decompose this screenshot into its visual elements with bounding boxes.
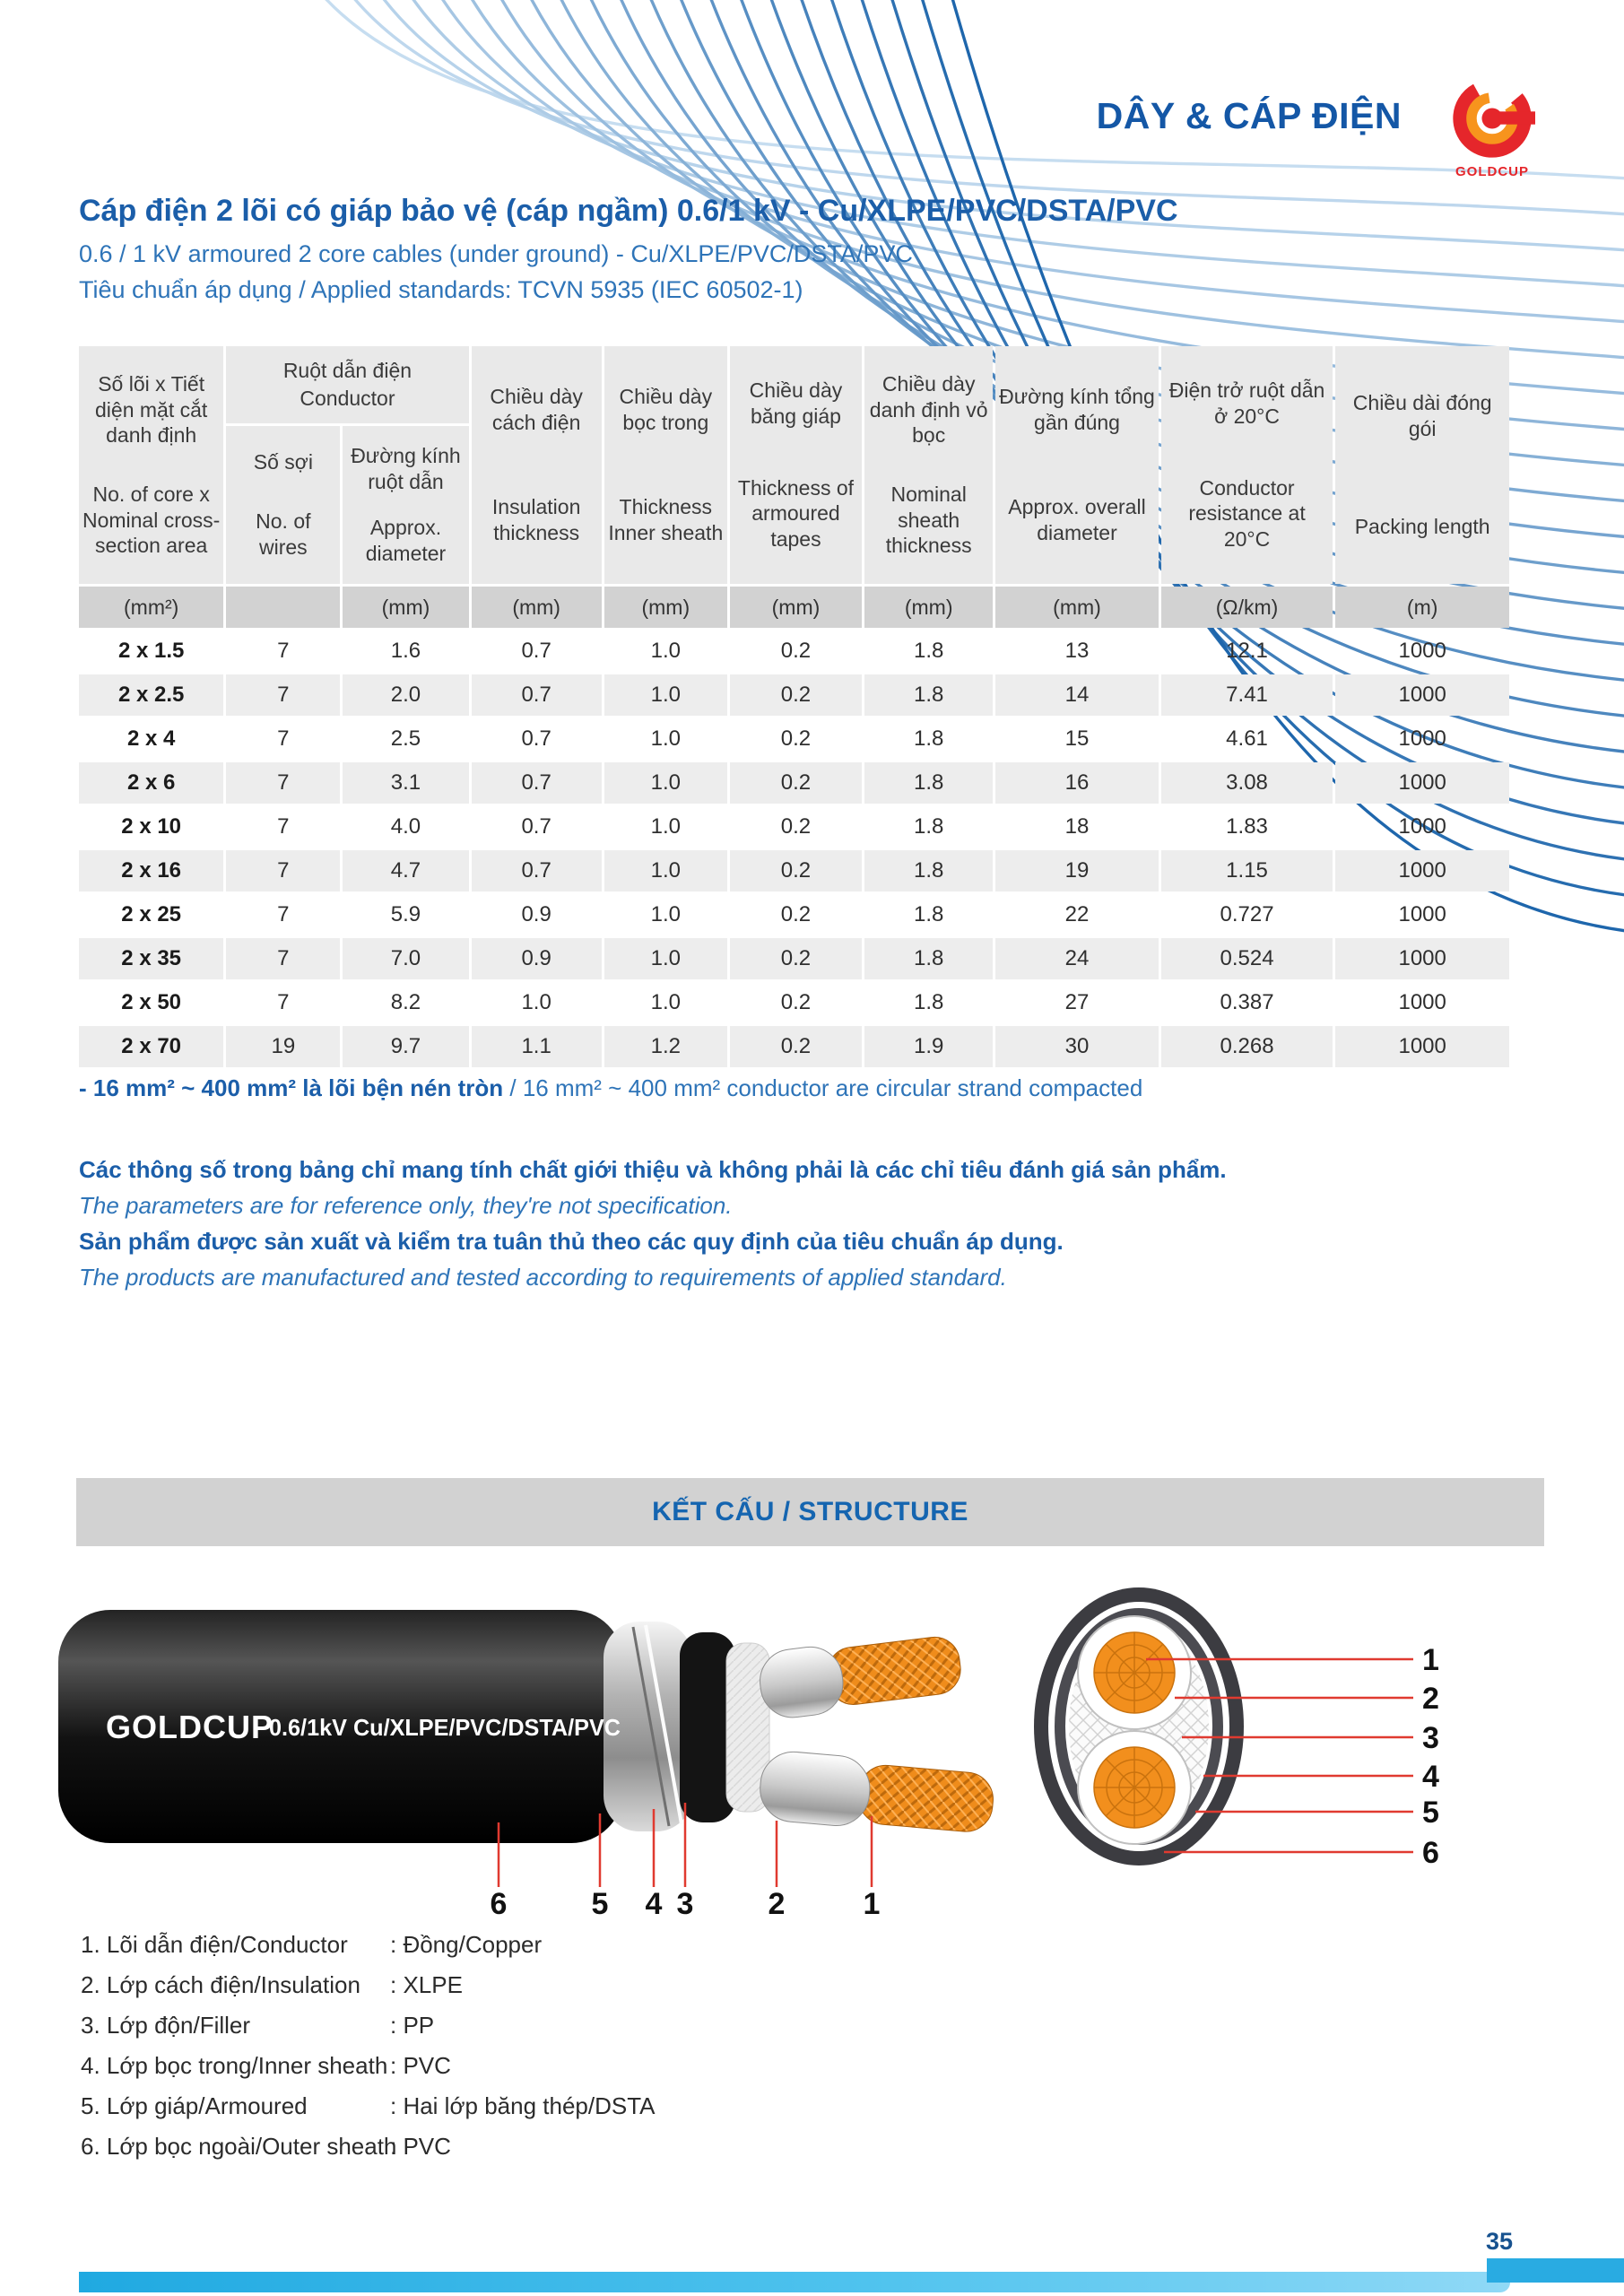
data-cell: 7	[226, 938, 340, 979]
data-cell: 1000	[1398, 990, 1446, 1014]
legend-value: : PVC	[390, 2133, 451, 2160]
data-cell: 19	[226, 1026, 340, 1067]
legend-value: : Hai lớp băng thép/DSTA	[390, 2092, 656, 2119]
data-cell: 1.8	[913, 990, 944, 1014]
legend-value: : PVC	[390, 2052, 451, 2079]
data-cell: 5.9	[390, 902, 421, 926]
group-header-en: Conductor	[300, 387, 395, 410]
footer-bar-right	[1487, 2258, 1624, 2283]
data-cell: 1.8	[913, 814, 944, 839]
table-row	[79, 894, 1509, 935]
disclaimer-vi-1: Các thông số trong bảng chỉ mang tính chất giới thiệu và không phải là các chỉ tiêu đánh giá sản phẩm.	[79, 1156, 1227, 1183]
data-cell: 1000	[1335, 850, 1509, 891]
data-cell: 0.2	[730, 762, 862, 804]
data-cell: 1000	[1398, 902, 1446, 926]
size-cell: 2 x 2.5	[79, 674, 223, 716]
data-cell: 0.2	[730, 1026, 862, 1067]
column-header	[1161, 346, 1333, 584]
data-cell: 0.7	[472, 762, 602, 804]
data-cell: 1.2	[604, 1026, 727, 1067]
data-cell: 1.0	[604, 850, 727, 891]
column-header	[730, 346, 862, 584]
data-cell: 1.8	[913, 902, 944, 926]
column-header	[226, 426, 340, 584]
data-cell: 0.2	[780, 902, 812, 926]
goldcup-logo-icon	[1449, 75, 1535, 161]
brand-name: GOLDCUP	[1455, 164, 1529, 179]
header-row-1	[79, 346, 1509, 423]
data-cell: 0.2	[780, 726, 812, 751]
column-header-en: Insulation thickness	[491, 495, 581, 544]
strand-note	[79, 1074, 1142, 1102]
legend-item	[81, 2126, 656, 2167]
data-cell: 3.1	[343, 762, 468, 804]
column-header-en: No. of core x Nominal cross-section area	[82, 482, 221, 558]
data-cell: 0.7	[472, 850, 602, 891]
legend-value: : XLPE	[390, 1971, 463, 1998]
layer-number-label: 6	[1422, 1836, 1439, 1870]
column-header-en: Nominal sheath thickness	[885, 482, 972, 558]
data-cell: 18	[1064, 814, 1090, 839]
cable-side-view-illustration	[52, 1598, 1065, 1921]
strand-note-rest: / 16 mm² ~ 400 mm² conductor are circular strand compacted	[503, 1074, 1143, 1101]
data-cell: 7	[277, 902, 290, 926]
data-cell: 0.2	[780, 639, 812, 663]
column-header-en: No. of wires	[256, 509, 311, 559]
structure-legend	[81, 1925, 656, 2167]
column-header	[995, 346, 1159, 584]
data-cell: 1.0	[650, 639, 681, 663]
disclaimer-vi-2: Sản phẩm được sản xuất và kiểm tra tuân thủ theo các quy định của tiêu chuẩn áp dụng.	[79, 1228, 1064, 1255]
legend-item	[81, 1925, 656, 1965]
layer-number-label: 3	[1422, 1721, 1439, 1755]
size-cell: 2 x 6	[79, 762, 223, 804]
data-cell: 0.9	[521, 902, 551, 926]
unit-cell: (mm²)	[79, 587, 223, 628]
legend-label: 1. Lõi dẫn điện/Conductor	[81, 1931, 348, 1958]
size-cell: 2 x 1.5	[117, 639, 185, 663]
data-cell: 0.2	[730, 850, 862, 891]
data-cell: 14	[995, 674, 1159, 716]
data-cell: 1.0	[650, 902, 681, 926]
column-header-en: Approx. overall diameter	[1008, 495, 1146, 544]
data-cell: 0.2	[730, 938, 862, 979]
legend-item	[81, 2005, 656, 2046]
unit-cell: (mm)	[343, 587, 468, 628]
conductor-group-header	[226, 346, 468, 423]
column-header	[604, 346, 727, 584]
data-cell: 1.15	[1161, 850, 1333, 891]
decorative-curve	[457, 0, 1624, 359]
layer-number-label: 1	[1422, 1643, 1439, 1677]
legend-value: : PP	[390, 2012, 435, 2039]
data-cell: 19	[995, 850, 1159, 891]
column-header-vi: Đường kính ruột dẫn	[351, 444, 461, 493]
data-cell: 0.7	[472, 674, 602, 716]
top-core	[756, 1629, 964, 1721]
product-title: Cáp điện 2 lõi có giáp bảo vệ (cáp ngầm) 0.6/1 kV - Cu/XLPE/PVC/DSTA/PVC	[79, 194, 1178, 228]
page-number: 35	[1485, 2228, 1514, 2255]
legend-label: 4. Lớp bọc trong/Inner sheath	[81, 2052, 388, 2079]
cable-cross-section-illustration	[1012, 1577, 1514, 1882]
data-cell: 27	[1064, 990, 1090, 1014]
data-cell: 7	[226, 674, 340, 716]
column-header-vi: Chiều dày danh định vỏ bọc	[869, 371, 988, 448]
layer-number-label: 2	[768, 1887, 786, 1921]
spec-table-head	[79, 346, 1509, 628]
data-cell: 1.0	[604, 762, 727, 804]
data-cell: 7.0	[343, 938, 468, 979]
data-cell: 1.0	[650, 726, 681, 751]
data-cell: 2.0	[343, 674, 468, 716]
legend-label: 6. Lớp bọc ngoài/Outer sheath	[81, 2133, 397, 2160]
column-header-vi: Chiều dày cách điện	[490, 385, 583, 434]
table-row	[79, 762, 1509, 804]
data-cell: 7	[277, 814, 290, 839]
bottom-core	[758, 1749, 996, 1839]
cable-brand-print: GOLDCUP	[106, 1709, 274, 1745]
data-cell: 0.9	[472, 938, 602, 979]
data-cell: 4.61	[1226, 726, 1268, 751]
applied-standards: Tiêu chuẩn áp dụng / Applied standards: TCVN 5935 (IEC 60502-1)	[79, 276, 803, 303]
column-header-vi: Đường kính tổng gần đúng	[999, 385, 1155, 434]
data-cell: 1.8	[864, 762, 993, 804]
layer-number-label: 4	[1422, 1760, 1439, 1794]
data-cell: 24	[995, 938, 1159, 979]
legend-label: 5. Lớp giáp/Armoured	[81, 2092, 308, 2119]
disclaimer-en-1: The parameters are for reference only, they're not specification.	[79, 1192, 733, 1219]
size-cell: 2 x 35	[79, 938, 223, 979]
data-cell: 1.0	[650, 990, 681, 1014]
data-cell: 4.0	[390, 814, 421, 839]
column-header-vi: Chiều dày bọc trong	[619, 385, 713, 434]
structure-heading: KẾT CẤU / STRUCTURE	[652, 1497, 968, 1526]
layer-number-label: 6	[490, 1887, 508, 1921]
column-header	[472, 346, 602, 584]
legend-item	[81, 2086, 656, 2126]
layer-number-label: 1	[863, 1887, 881, 1921]
bottom-conductor	[1078, 1731, 1191, 1844]
data-cell: 0.524	[1161, 938, 1333, 979]
column-header-en: Thickness Inner sheath	[608, 495, 724, 544]
data-cell: 30	[995, 1026, 1159, 1067]
unit-cell: (mm)	[995, 587, 1159, 628]
data-cell: 7	[226, 762, 340, 804]
data-cell: 1.8	[864, 674, 993, 716]
data-cell: 1.8	[913, 639, 944, 663]
data-cell: 1.8	[913, 726, 944, 751]
data-cell: 7	[226, 850, 340, 891]
size-cell: 2 x 25	[121, 902, 182, 926]
data-cell: 1000	[1398, 726, 1446, 751]
data-cell: 7.41	[1161, 674, 1333, 716]
data-cell: 15	[1064, 726, 1090, 751]
data-cell: 1000	[1398, 639, 1446, 663]
column-header-vi: Số sợi	[253, 450, 313, 474]
unit-cell: (mm)	[472, 587, 602, 628]
table-row	[79, 1026, 1509, 1067]
data-cell: 22	[1064, 902, 1090, 926]
data-cell: 0.7	[521, 814, 551, 839]
data-cell: 1.8	[864, 850, 993, 891]
data-cell: 16	[995, 762, 1159, 804]
data-cell: 0.268	[1161, 1026, 1333, 1067]
data-cell: 1.83	[1226, 814, 1268, 839]
data-cell: 0.7	[521, 726, 551, 751]
table-row	[79, 674, 1509, 716]
data-cell: 1000	[1335, 762, 1509, 804]
top-conductor	[1078, 1616, 1191, 1729]
legend-label: 2. Lớp cách điện/Insulation	[81, 1971, 360, 1998]
table-row	[79, 718, 1509, 760]
data-cell: 1.1	[472, 1026, 602, 1067]
data-cell: 1.0	[650, 814, 681, 839]
data-cell: 0.7	[521, 639, 551, 663]
data-cell: 3.08	[1161, 762, 1333, 804]
legend-value: : Đồng/Copper	[390, 1931, 543, 1958]
data-cell: 7	[277, 726, 290, 751]
data-cell: 1.0	[521, 990, 551, 1014]
data-cell: 1.8	[864, 938, 993, 979]
data-cell: 2.5	[390, 726, 421, 751]
legend-label: 3. Lớp độn/Filler	[81, 2012, 251, 2039]
size-cell: 2 x 10	[121, 814, 182, 839]
product-subtitle: 0.6 / 1 kV armoured 2 core cables (under ground) - Cu/XLPE/PVC/DSTA/PVC	[79, 240, 913, 267]
disclaimers	[79, 1152, 1227, 1295]
size-cell: 2 x 70	[79, 1026, 223, 1067]
unit-cell: (mm)	[730, 587, 862, 628]
data-cell: 9.7	[343, 1026, 468, 1067]
cable-spec-print: 0.6/1kV Cu/XLPE/PVC/DSTA/PVC	[269, 1714, 621, 1741]
data-cell: 1.0	[604, 938, 727, 979]
layer-number-label: 4	[645, 1887, 663, 1921]
data-cell: 0.2	[780, 990, 812, 1014]
data-cell: 1000	[1398, 814, 1446, 839]
column-header-vi: Điện trở ruột dẫn ở 20°C	[1168, 378, 1325, 428]
structure-heading-bar	[76, 1478, 1544, 1546]
unit-cell: (m)	[1335, 587, 1509, 628]
data-cell: 0.2	[780, 814, 812, 839]
data-cell: 0.727	[1220, 902, 1274, 926]
data-cell: 1000	[1335, 938, 1509, 979]
column-header-vi: Số lõi x Tiết diện mặt cắt danh định	[95, 371, 208, 448]
unit-cell	[226, 587, 340, 628]
unit-cell: (mm)	[864, 587, 993, 628]
layer-number-label: 2	[1422, 1682, 1439, 1716]
size-cell: 2 x 50	[121, 990, 182, 1014]
layer-number-label: 5	[1422, 1796, 1439, 1830]
group-header-vi: Ruột dẫn điện	[282, 359, 413, 383]
size-cell: 2 x 16	[79, 850, 223, 891]
unit-cell: (mm)	[604, 587, 727, 628]
decorative-curve	[305, 0, 1624, 179]
column-header-en: Thickness of armoured tapes	[737, 475, 855, 552]
brand-logo	[1446, 75, 1539, 179]
table-row	[79, 806, 1509, 848]
data-cell: 1000	[1335, 674, 1509, 716]
column-header	[79, 346, 223, 584]
units-row	[79, 587, 1509, 628]
data-cell: 12.1	[1226, 639, 1268, 663]
table-row	[79, 938, 1509, 979]
data-cell: 1.9	[864, 1026, 993, 1067]
data-cell: 1.0	[604, 674, 727, 716]
spec-table-body	[79, 631, 1509, 1067]
column-header	[1335, 346, 1509, 584]
table-row	[79, 631, 1509, 672]
data-cell: 8.2	[390, 990, 421, 1014]
column-header-en: Conductor resistance at 20°C	[1188, 475, 1306, 552]
data-cell: 1000	[1335, 1026, 1509, 1067]
data-cell: 4.7	[343, 850, 468, 891]
column-header-en: Approx. diameter	[365, 516, 447, 565]
data-cell: 1.6	[390, 639, 421, 663]
data-cell: 13	[1064, 639, 1090, 663]
layer-number-label: 3	[676, 1887, 694, 1921]
legend-item	[81, 1965, 656, 2005]
table-row	[79, 850, 1509, 891]
data-cell: 0.387	[1220, 990, 1274, 1014]
section-title: DÂY & CÁP ĐIỆN	[1096, 95, 1402, 136]
column-header-en: Packing length	[1354, 514, 1490, 538]
spec-table	[76, 344, 1512, 1070]
legend-item	[81, 2046, 656, 2086]
strand-note-bold: - 16 mm² ~ 400 mm² là lõi bện nén tròn	[79, 1074, 504, 1101]
size-cell: 2 x 4	[126, 726, 176, 751]
disclaimer-en-2: The products are manufactured and tested according to requirements of applied standard.	[79, 1264, 1007, 1291]
column-header	[864, 346, 993, 584]
column-header-vi: Chiều dày băng giáp	[749, 378, 843, 428]
data-cell: 0.2	[730, 674, 862, 716]
data-cell: 7	[277, 990, 290, 1014]
layer-number-label: 5	[591, 1887, 609, 1921]
data-cell: 7	[277, 639, 290, 663]
unit-cell: (Ω/km)	[1161, 587, 1333, 628]
column-header-vi: Chiều dài đóng gói	[1352, 391, 1492, 441]
table-row	[79, 982, 1509, 1023]
footer-bar-long	[79, 2272, 1510, 2292]
column-header	[343, 426, 468, 584]
